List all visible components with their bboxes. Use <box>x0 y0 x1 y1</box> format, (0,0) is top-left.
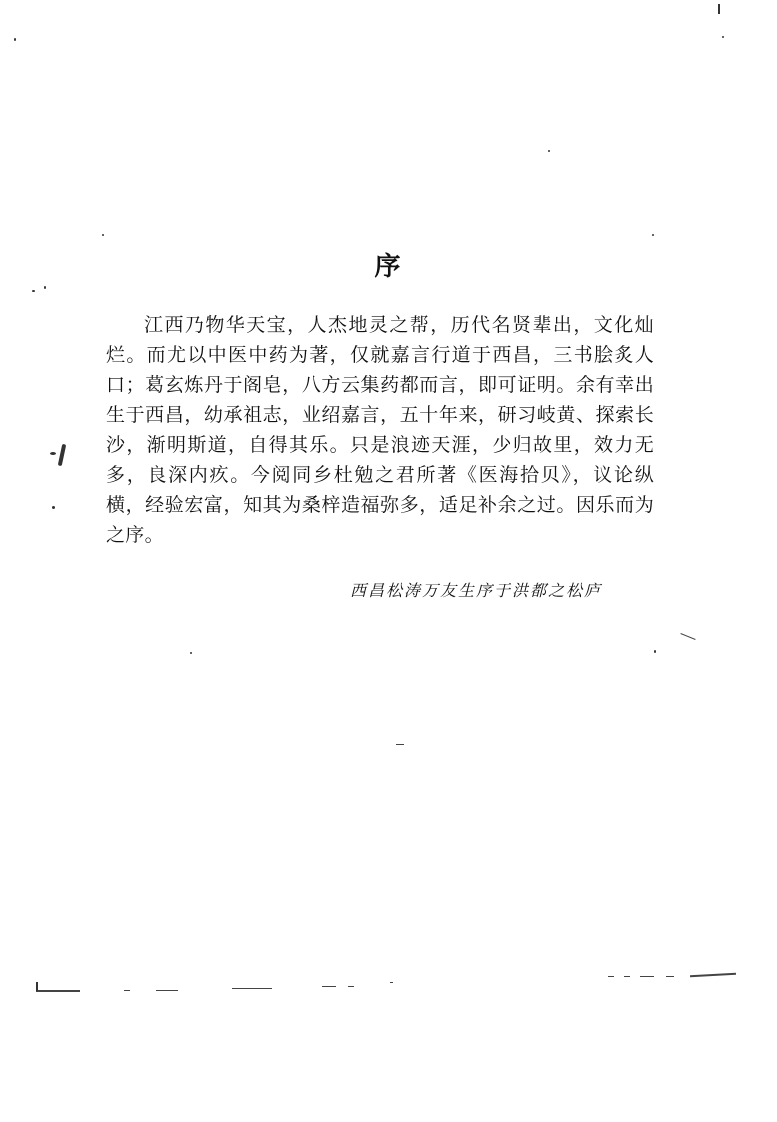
scan-speck <box>44 286 46 289</box>
scan-speck <box>52 506 55 509</box>
scan-speck <box>190 652 192 654</box>
scan-dash <box>690 973 736 977</box>
scan-dash <box>640 976 654 977</box>
scan-dash <box>232 988 272 989</box>
scan-speck <box>32 290 35 292</box>
scan-speck <box>58 444 66 466</box>
scan-dash <box>396 744 404 745</box>
scan-speck <box>654 650 656 653</box>
scan-dash <box>322 986 336 987</box>
author-signature: 西昌松涛万友生序于洪都之松庐 <box>349 581 602 600</box>
document-title: 序 <box>374 252 403 282</box>
scan-speck <box>102 234 104 236</box>
scan-dash <box>156 990 178 991</box>
scan-dash <box>36 990 80 992</box>
scan-speck <box>36 982 38 991</box>
scan-dash <box>666 976 674 977</box>
preface-body: 江西乃物华天宝，人杰地灵之帮，历代名贤辈出，文化灿烂。而尤以中医中药为著，仅就嘉言行道于西昌，三书脍炙人口；葛玄炼丹于阁皂，八方云集药都而言，即可证明。余有幸出生于西昌，幼承祖志，业绍嘉言，五十年来，研习岐黄、探索长沙，渐明斯道，自得其乐。只是浪迹天涯，少归故里，效力无多，良深内疚。今阅同乡杜勉之君所著《医海拾贝》，议论纵横，经验宏富，知其为桑梓造福弥多，适足补余之过。因乐而为之序。 <box>106 314 654 546</box>
scan-speck <box>718 4 720 14</box>
scan-dash <box>390 982 393 983</box>
scan-dash <box>348 986 354 987</box>
scan-speck <box>14 38 16 41</box>
scan-speck <box>50 452 56 455</box>
scan-dash <box>124 990 130 991</box>
scan-speck <box>652 234 654 236</box>
scan-dash <box>624 976 630 977</box>
scan-dash <box>608 976 614 977</box>
scan-dash <box>680 633 695 640</box>
scan-speck <box>548 150 550 152</box>
scan-speck <box>722 36 724 38</box>
